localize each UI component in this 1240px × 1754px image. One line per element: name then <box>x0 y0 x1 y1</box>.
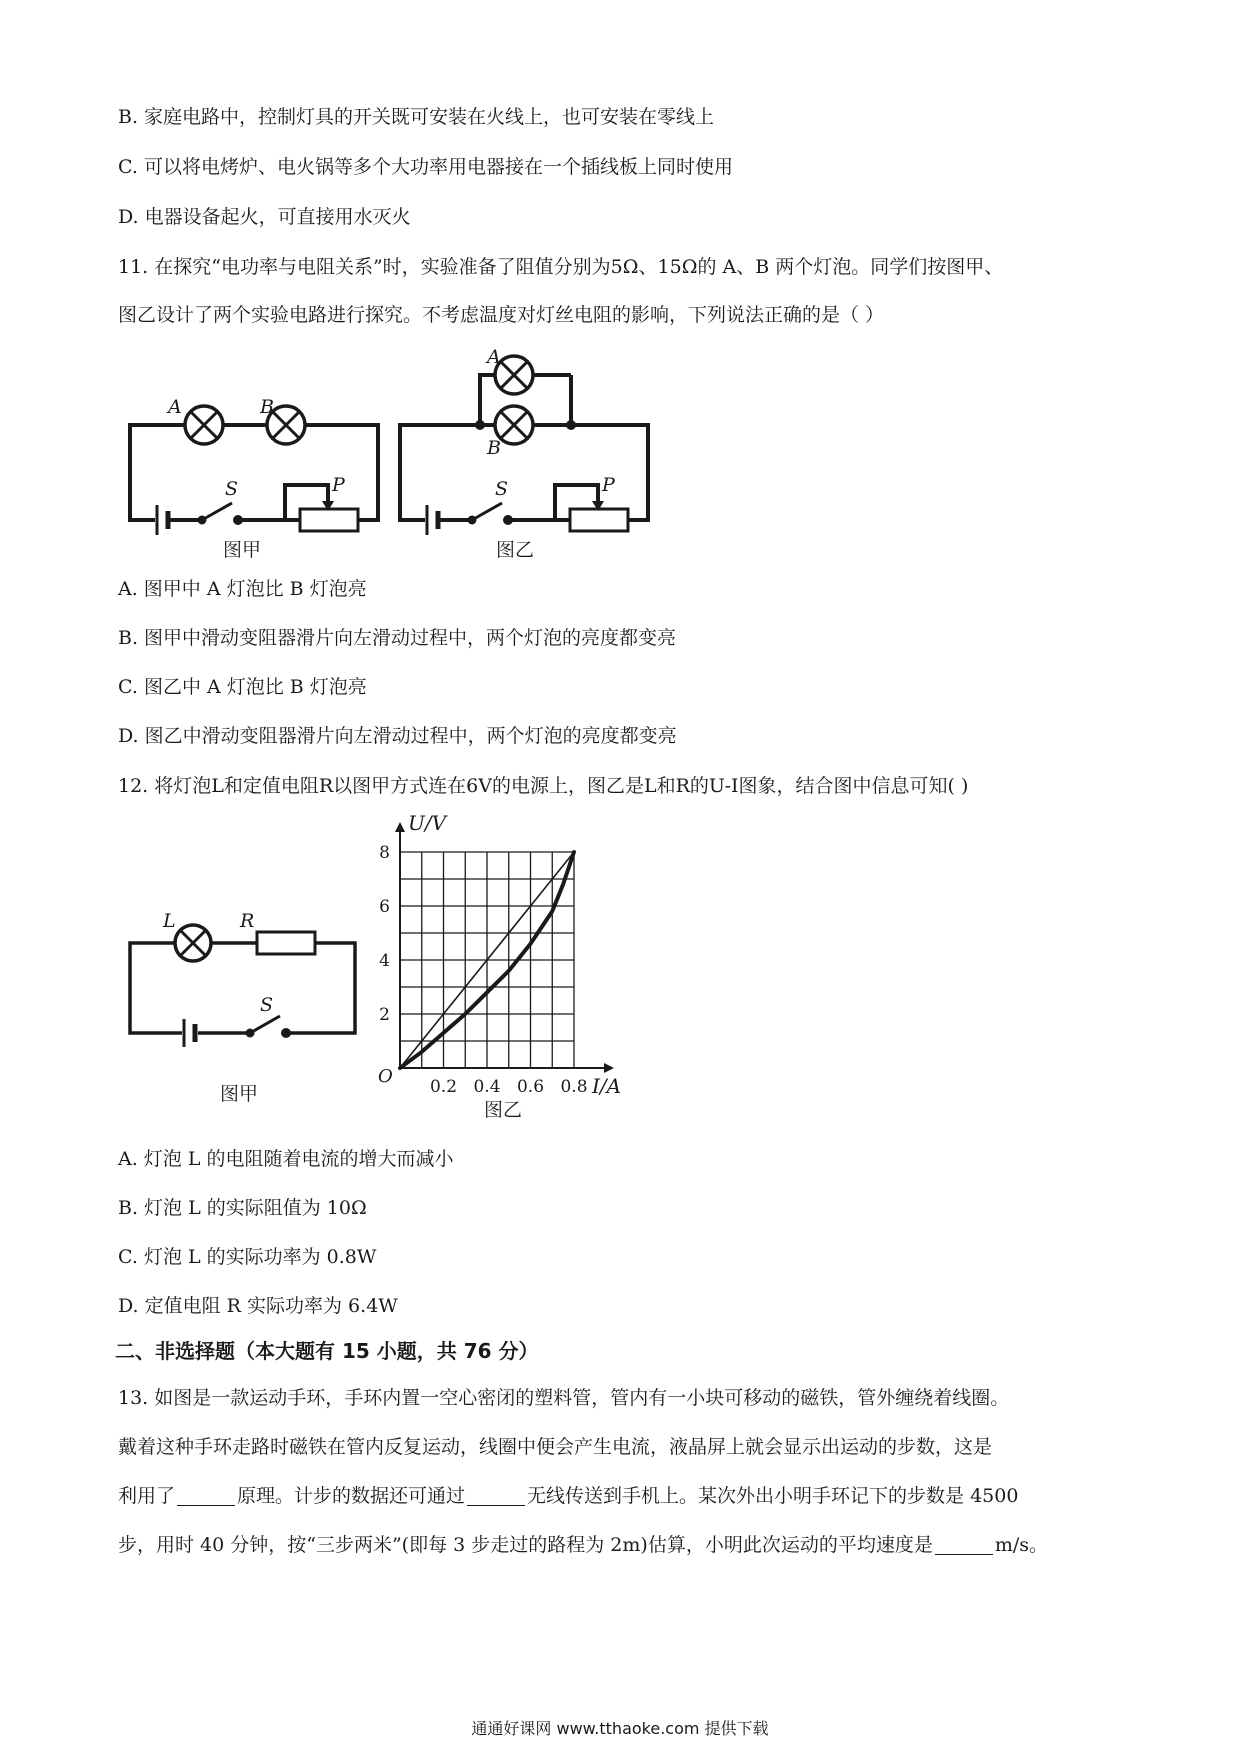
y-tick-label: 4 <box>379 951 390 971</box>
q11-circuit-jia <box>120 375 390 560</box>
q13-line3-part-b: 原理。计步的数据还可通过 <box>237 1485 466 1507</box>
section-heading: 二、非选择题（本大题有 15 小题，共 76 分） <box>115 1339 539 1363</box>
q11-option-d: D. 图乙中滑动变阻器滑片向左滑动过程中，两个灯泡的亮度都变亮 <box>118 725 677 747</box>
q13-line4-part-a: 步，用时 40 分钟，按“三步两米”(即每 3 步走过的路程为 2m)估算，小明此次运动的平均速度是 <box>118 1534 933 1556</box>
q11-yi-label-p: P <box>602 474 615 496</box>
q12-jia-label-l: L <box>163 910 176 932</box>
q13-blank-1[interactable] <box>177 1485 235 1506</box>
q13-blank-2[interactable] <box>467 1485 525 1506</box>
q11-jia-label-s: S <box>225 478 239 500</box>
x-tick-label: 0.6 <box>516 1077 545 1097</box>
q12-stem: 12. 将灯泡L和定值电阻R以图甲方式连在6V的电源上，图乙是L和R的U-I图象，结合图中信息可知( ) <box>118 775 969 797</box>
y-axis-arrow <box>395 822 405 832</box>
q11-stem-line1: 11. 在探究“电功率与电阻关系”时，实验准备了阻值分别为5Ω、15Ω的 A、B 两个灯泡。同学们按图甲、 <box>118 256 1004 278</box>
q12-option-a: A. 灯泡 L 的电阻随着电流的增大而减小 <box>118 1148 454 1170</box>
q11-jia-label-b: B <box>260 396 274 418</box>
q11-option-a: A. 图甲中 A 灯泡比 B 灯泡亮 <box>118 578 367 600</box>
q11-option-c: C. 图乙中 A 灯泡比 B 灯泡亮 <box>118 676 367 698</box>
q11-yi-label-s: S <box>495 478 509 500</box>
q13-line1: 13. 如图是一款运动手环，手环内置一空心密闭的塑料管，管内有一小块可移动的磁铁，管外缠绕着线圈。 <box>118 1387 1010 1409</box>
q12-option-b: B. 灯泡 L 的实际阻值为 10Ω <box>118 1197 367 1219</box>
x-tick-label: 0.4 <box>473 1077 501 1097</box>
chart-labels <box>378 811 621 1121</box>
q10-option-d: D. 电器设备起火，可直接用水灭火 <box>118 206 411 228</box>
x-tick-label: 0.8 <box>560 1077 588 1097</box>
q11-jia-caption: 图甲 <box>223 539 262 561</box>
x-axis-label: I/A <box>592 1074 622 1098</box>
q12-ui-chart <box>370 811 670 1135</box>
q13-line3-part-c: 无线传送到手机上。某次外出小明手环记下的步数是 4500 <box>527 1485 1019 1507</box>
q12-circuit-jia <box>120 905 370 1105</box>
q12-jia-label-s: S <box>260 994 274 1016</box>
y-tick-label: 6 <box>379 897 390 917</box>
q13-blank-3[interactable] <box>935 1534 993 1555</box>
q12-jia-caption: 图甲 <box>220 1083 259 1105</box>
q12-option-d: D. 定值电阻 R 实际功率为 6.4W <box>118 1295 398 1317</box>
q11-yi-caption: 图乙 <box>496 539 535 561</box>
q11-jia-label-p: P <box>332 474 345 496</box>
q13-line3 <box>118 1482 1018 1510</box>
q10-option-b: B. 家庭电路中，控制灯具的开关既可安装在火线上，也可安装在零线上 <box>118 106 715 128</box>
y-tick-label: 2 <box>379 1005 390 1025</box>
x-axis-arrow <box>604 1063 614 1073</box>
q13-line2: 戴着这种手环走路时磁铁在管内反复运动，线圈中便会产生电流，液晶屏上就会显示出运动的步数，这是 <box>118 1436 993 1458</box>
q11-option-b: B. 图甲中滑动变阻器滑片向左滑动过程中，两个灯泡的亮度都变亮 <box>118 627 677 649</box>
footer-watermark: 通通好课网 www.tthaoke.com 提供下载 <box>471 1719 769 1738</box>
x-tick-label: 0.2 <box>429 1077 458 1097</box>
q11-circuit-yi <box>390 345 670 560</box>
chart-caption: 图乙 <box>484 1099 523 1121</box>
q11-jia-label-a: A <box>168 396 182 418</box>
q11-yi-label-b: B <box>487 437 501 459</box>
q13-line3-part-a: 利用了 <box>118 1485 176 1507</box>
q12-option-c: C. 灯泡 L 的实际功率为 0.8W <box>118 1246 377 1268</box>
q12-jia-label-r: R <box>240 910 255 932</box>
q13-line4-part-b: m/s。 <box>994 1534 1048 1556</box>
chart-axes <box>395 822 614 1073</box>
q13-line4 <box>118 1531 1048 1559</box>
q11-yi-label-a: A <box>487 346 501 368</box>
y-axis-label: U/V <box>408 811 447 835</box>
y-tick-label: 8 <box>379 843 390 863</box>
q11-stem-line2: 图乙设计了两个实验电路进行探究。不考虑温度对灯丝电阻的影响，下列说法正确的是（ ） <box>118 304 885 326</box>
q10-option-c: C. 可以将电烤炉、电火锅等多个大功率用电器接在一个插线板上同时使用 <box>118 156 733 178</box>
origin-label: O <box>378 1066 393 1087</box>
